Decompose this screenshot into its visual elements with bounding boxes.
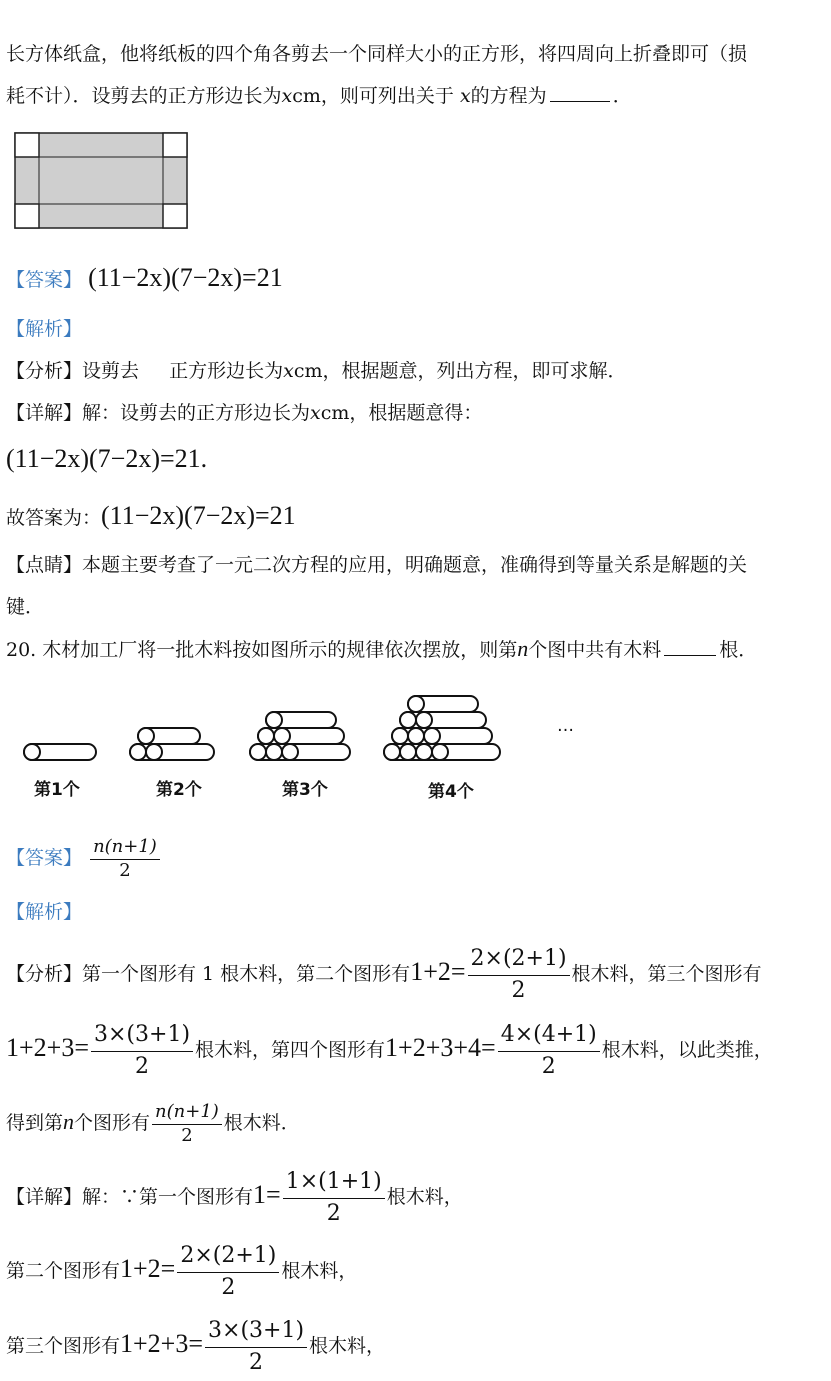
problem19-answer: 【答案】 (11−2x)(7−2x)=21 [6, 263, 283, 292]
logs-figure [18, 692, 578, 764]
problem20-fenxi-2: 1+2+3= $\frac{3\times(3+1)}{2}$ 根木料，第四个图形有1+2+3+4= $\frac{4\times(4+1)}{2}$ 根木料，以此类推， [6, 1022, 773, 1079]
problem20-answer: 【答案】 $\frac{n(n+1)}{2}$ [6, 830, 162, 886]
caption-4: 第4个 [428, 782, 474, 802]
problem20-xiangjie-3: 第三个图形有1+2+3= $\frac{3\times(3+1)}{2}$ 根木料， [6, 1318, 386, 1375]
caption-1: 第1个 [34, 780, 80, 800]
caption-3: 第3个 [282, 780, 328, 800]
problem19-dianjing: 【点睛】本题主要考查了一元二次方程的应用，明确题意，准确得到等量关系是解题的关 [6, 554, 748, 576]
problem19-fenxi: 【分析】设剪去 正方形边长为xcm，根据题意，列出方程，即可求解． [6, 360, 627, 382]
problem20-fenxi-3: 得到第n个图形有 $\frac{n(n+1)}{2}$ 根木料． [6, 1101, 300, 1146]
problem19-equation: (11−2x)(7−2x)=21. [6, 444, 208, 473]
cardboard-figure [14, 132, 190, 230]
problem20-question: 20. 木材加工厂将一批木料按如图所示的规律依次摆放，则第n个图中共有木料 根． [6, 636, 758, 661]
problem19-analysis-tag: 【解析】 [6, 318, 83, 340]
problem19-xiangjie: 【详解】解：设剪去的正方形边长为xcm，根据题意得： [6, 402, 483, 424]
ellipsis: … [557, 716, 574, 736]
problem19-line1: 长方体纸盒，他将纸板的四个角各剪去一个同样大小的正方形，将四周向上折叠即可（损 [6, 43, 748, 65]
problem20-xiangjie-2: 第二个图形有1+2= $\frac{2\times(2+1)}{2}$ 根木料， [6, 1243, 358, 1300]
problem19-dianjing-cont: 键． [6, 596, 45, 618]
caption-2: 第2个 [156, 780, 202, 800]
problem20-fenxi-1: 【分析】第一个图形有 1 根木料，第二个图形有1+2= $\frac{2\times(2+1)}{2}$ 根木料，第三个图形有 [6, 946, 762, 1003]
problem20-analysis-tag: 【解析】 [6, 901, 83, 923]
problem20-xiangjie-1: 【详解】解：∵第一个图形有1= $\frac{1\times(1+1)}{2}$ 根木料， [6, 1169, 463, 1226]
problem19-conclusion: 故答案为：(11−2x)(7−2x)=21 [6, 501, 296, 530]
problem19-line2: 耗不计）．设剪去的正方形边长为xcm，则可列出关于 x的方程为 ． [6, 85, 632, 107]
